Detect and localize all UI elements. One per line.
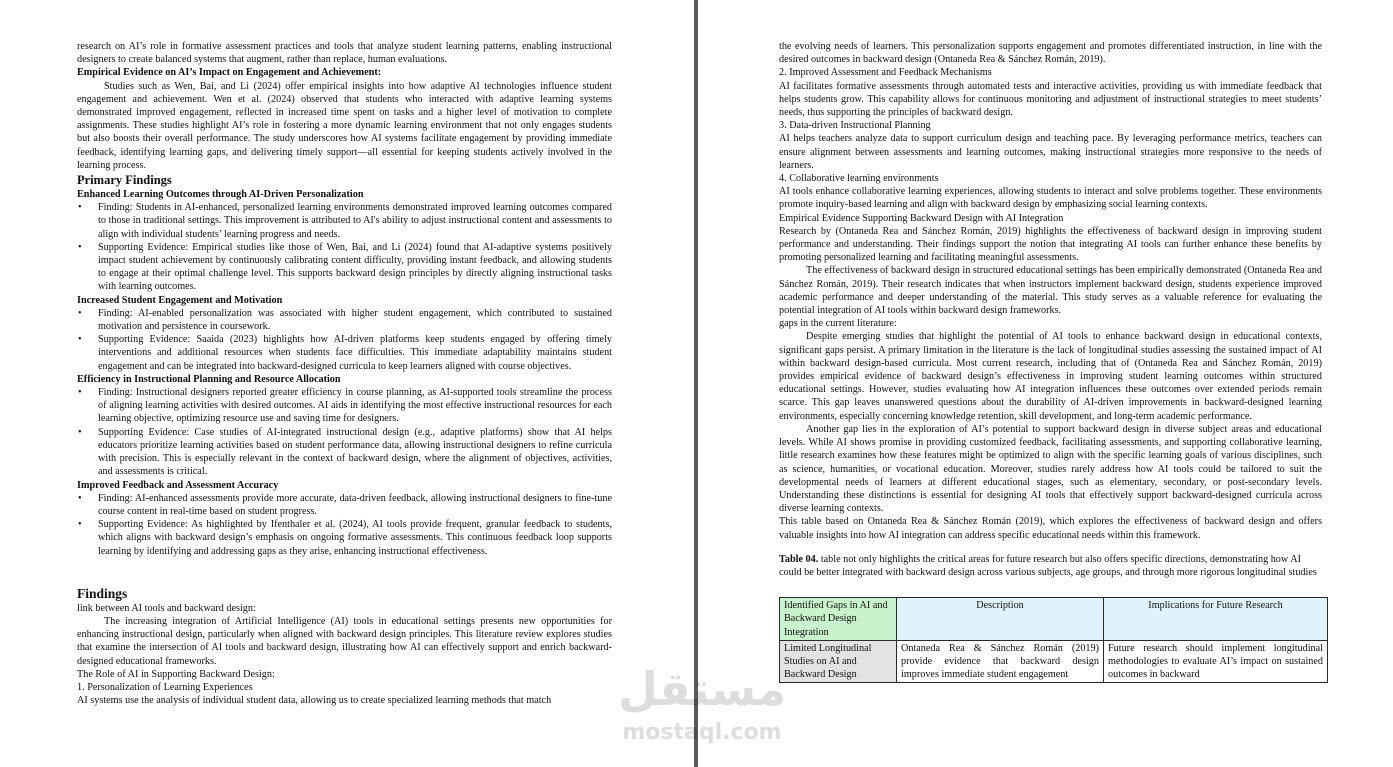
list-item-title: 1. Personalization of Learning Experiences <box>77 681 253 693</box>
bullet-item: • Supporting Evidence: As highlighted by Ifenthaler et al. (2024), AI tools provide frequent, granular feedback to students, which aligns with backward design’s emphasis on ongoing formative assessments. This continuous feedback loop supports learning by identifying and addressing gaps as they arise, enhancing instructional effectiveness. <box>77 518 612 558</box>
table-caption-text: table not only highlights the critical areas for future research but also offers specific directions, demonstrating how AI could be better integrated with backward design across various subjects, age groups, and through more rigorous longitudinal studies <box>779 553 1317 578</box>
bullet-item: • Supporting Evidence: Case studies of AI-integrated instructional design (e.g., adaptive platforms) show that AI helps educators prioritize learning activities based on student performance data, allowing instructional designers to refine curricula with precision. This is especially relevant in the context of backward design, where the alignment of objectives, activities, and assessments is critical. <box>77 426 612 479</box>
table-cell: Limited Longitudinal Studies on AI and Backward Design <box>780 640 897 683</box>
table-cell: Ontaneda Rea & Sánchez Román (2019) provide evidence that backward design improves immediate student engagement <box>897 640 1104 683</box>
bullet-list <box>77 307 612 373</box>
paragraph: This table based on Ontaneda Rea & Sánchez Román (2019), which explores the effectiveness of backward design and offers valuable insights into how AI integration can address specific educational needs within this framework. <box>779 516 1322 541</box>
subsection-heading: Improved Feedback and Assessment Accuracy <box>77 479 279 491</box>
paragraph: The increasing integration of Artificial Intelligence (AI) tools in educational settings presents new opportunities for enhancing instructional design, particularly when aligned with backward design principles. This literature review explores studies that examine the intersection of AI tools and backward design, illustrating how AI can effectively support and enrich backward-designed educational frameworks. <box>77 615 612 667</box>
bullet-item: • Supporting Evidence: Saaida (2023) highlights how AI-driven platforms keep students engaged by offering timely interventions and additional resources when students face difficulties. This immediate adaptability maintains student engagement and can be integrated into backward-designed curricula to keep learners aligned with course objectives. <box>77 333 612 373</box>
text-line: The Role of AI in Supporting Backward Design: <box>77 668 275 680</box>
bullet-list <box>77 492 612 558</box>
table-header-cell: Identified Gaps in AI and Backward Design Integration <box>780 598 897 641</box>
findings-heading: Findings <box>77 585 128 601</box>
table-caption-label: Table 04. <box>779 553 819 565</box>
section-heading: Empirical Evidence on AI’s Impact on Engagement and Achievement: <box>77 67 382 79</box>
table-header-cell: Implications for Future Research <box>1104 598 1328 641</box>
section-title: Empirical Evidence Supporting Backward Design with AI Integration <box>779 212 1064 224</box>
table-cell: Future research should implement longitudinal methodologies to evaluate AI’s impact on sustained outcomes in backward <box>1104 640 1328 683</box>
paragraph: Research by (Ontaneda Rea and Sánchez Román, 2019) highlights the effectiveness of backward design in improving student performance and understanding. Their findings support the notion that integrating AI tools can further enhance these benefits by promoting personalized learning and facilitating meaningful assessments. <box>779 225 1322 264</box>
paragraph: Another gap lies in the exploration of AI’s potential to support backward design in diverse subject areas and educational levels. While AI shows promise in providing customized feedback, facilitating assessments, and supporting collaborative learning, little research examines how these features might be optimized to align with the specific learning goals of various disciplines, such as science, humanities, or vocational education. Moreover, studies rarely address how AI tools could be tailored to suit the developmental needs of learners at different educational stages, such as elementary, secondary, or post-secondary levels. Understanding these distinctions is essential for designing AI tools that effectively support backward-designed curricula across diverse learning contexts. <box>779 423 1322 515</box>
paragraph: AI facilitates formative assessments through automated tests and interactive activities, providing us with immediate feedback that helps students grow. This capability allows for continuous monitoring and adjustment of instructional strategies to meet students’ needs, thus supporting the principles of backward design. <box>779 80 1322 119</box>
text-line: link between AI tools and backward design: <box>77 602 256 614</box>
subsection-heading: Increased Student Engagement and Motivation <box>77 294 283 306</box>
bullet-list <box>77 201 612 293</box>
bullet-item: • Finding: Instructional designers reported greater efficiency in course planning, as AI-supported tools streamline the process of aligning learning activities with desired outcomes. AI aids in identifying the most effective instructional resources for each learning objective, optimizing resource use and saving time for designers. <box>77 386 612 426</box>
table-caption <box>779 553 1322 579</box>
paragraph: the evolving needs of learners. This personalization supports engagement and promotes differentiated instruction, in line with the desired outcomes in backward design (Ontaneda Rea & Sánchez Román, 2019). <box>779 41 1322 66</box>
section-heading: Primary Findings <box>77 173 172 188</box>
bullet-item: • Finding: Students in AI-enhanced, personalized learning environments demonstrated improved learning outcomes compared to those in traditional settings. This improvement is attributed to AI's ability to adjust instructional content and assessments to align with individual students’ learning progress and needs. <box>77 201 612 241</box>
paragraph: AI systems use the analysis of individual student data, allowing us to create specialized learning methods that match <box>77 695 552 707</box>
bullet-item: • Finding: AI-enabled personalization was associated with higher student engagement, which contributed to sustained motivation and persistence in coursework. <box>77 307 612 333</box>
paragraph: AI tools enhance collaborative learning experiences, allowing students to interact and solve problems together. These environments promote inquiry-based learning and align with backward design by emphasizing social learning contexts. <box>779 186 1322 211</box>
gaps-table <box>779 597 1328 683</box>
paragraph: research on AI’s role in formative assessment practices and tools that analyze student learning patterns, enabling instructional designers to create balanced systems that augment, rather than replace, human evaluations. <box>77 41 612 66</box>
list-item-title: 2. Improved Assessment and Feedback Mechanisms <box>779 67 992 79</box>
list-item-title: 4. Collaborative learning environments <box>779 173 939 185</box>
right-column <box>779 40 1322 683</box>
subsection-heading: Efficiency in Instructional Planning and Resource Allocation <box>77 373 341 385</box>
paragraph: The effectiveness of backward design in structured educational settings has been empirically demonstrated (Ontaneda Rea and Sánchez Román, 2019). Their research indicates that when instructors implement backward design, students experience improved academic performance and deeper understanding of the material. This study serves as a valuable reference for evaluating the potential integration of AI tools within backward design frameworks. <box>779 265 1322 317</box>
bullet-item: • Finding: AI-enhanced assessments provide more accurate, data-driven feedback, allowing instructional designers to fine-tune course content in real-time based on student progress. <box>77 492 612 518</box>
left-page <box>0 0 694 767</box>
right-page <box>698 0 1393 767</box>
table-row <box>780 640 1328 683</box>
table-header-row <box>780 598 1328 641</box>
table-header-cell: Description <box>897 598 1104 641</box>
bullet-item: • Supporting Evidence: Empirical studies like those of Wen, Bai, and Li (2024) found that AI-adaptive systems positively impact student achievement by continuously calibrating content difficulty, providing instant feedback, and allowing students to engage at their optimal challenge level. This supports backward design principles by directly aligning instructional tasks with learning outcomes. <box>77 241 612 294</box>
paragraph: Studies such as Wen, Bai, and Li (2024) offer empirical insights into how adaptive AI technologies influence student engagement and achievement. Wen et al. (2024) observed that students who interacted with adaptive learning systems demonstrated improved engagement, reflected in increased time spent on tasks and a higher level of motivation to complete assignments. These studies highlight AI’s role in fostering a more dynamic learning environment that not only engages students but also boosts their overall performance. The study underscores how AI systems facilitate engagement by providing immediate feedback, identifying learning gaps, and delivering timely support—all essential for keeping students actively involved in the learning process. <box>77 80 612 171</box>
list-item-title: 3. Data-driven Instructional Planning <box>779 120 931 132</box>
text-line: gaps in the current literature: <box>779 318 897 330</box>
subsection-heading: Enhanced Learning Outcomes through AI-Driven Personalization <box>77 189 364 201</box>
paragraph: Despite emerging studies that highlight the potential of AI tools to enhance backward design in educational contexts, significant gaps persist. A primary limitation in the literature is the lack of longitudinal studies assessing the sustained impact of AI within backward design-based curricula. Most current research, including that of (Ontaneda Rea and Sánchez Román, 2019) provides empirical evidence of backward design’s effectiveness in improving student learning outcomes within structured educational settings. However, studies evaluating how AI integration influences these outcomes over extended periods remain scarce. This gap leaves unanswered questions about the durability of AI-driven improvements in backward-designed learning environments, especially concerning knowledge retention, skill development, and long-term academic performance. <box>779 331 1322 422</box>
paragraph: AI helps teachers analyze data to support curriculum design and teaching pace. By leveraging performance metrics, teachers can ensure alignment between assessments and learning outcomes, making instructional strategies more responsive to the needs of learners. <box>779 133 1322 171</box>
bullet-list <box>77 386 612 478</box>
left-column <box>77 40 612 707</box>
